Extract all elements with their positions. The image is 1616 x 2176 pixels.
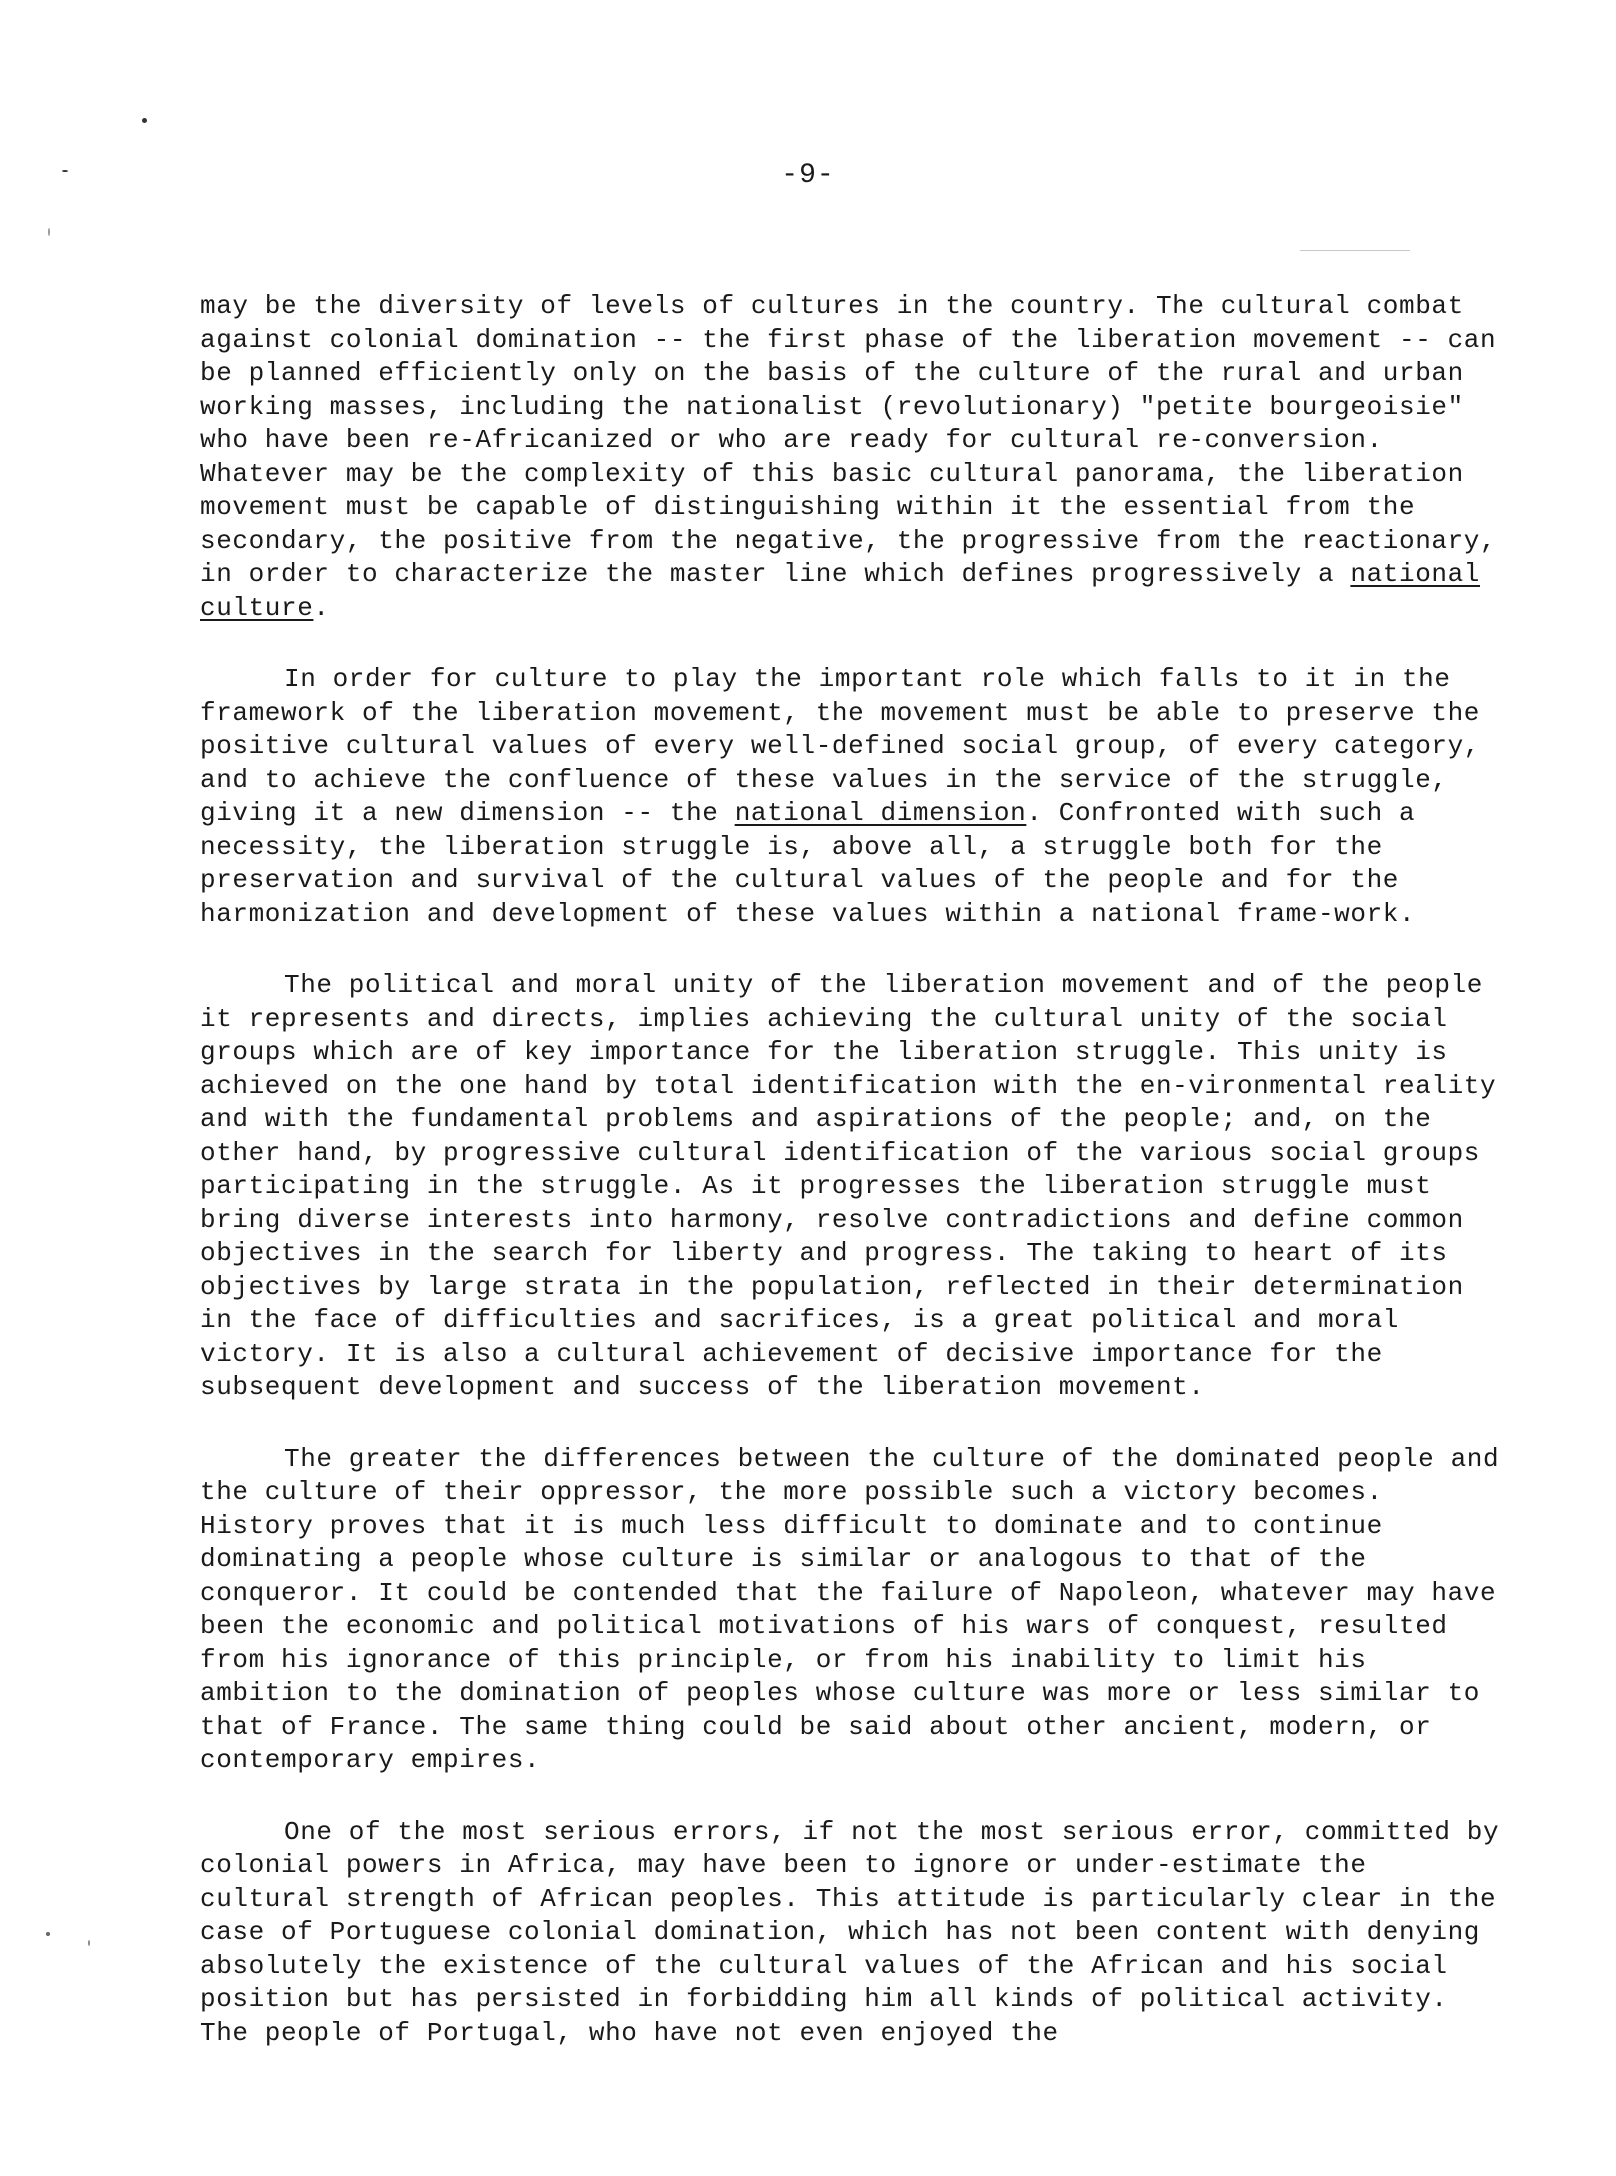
paragraph-text: . — [313, 592, 330, 623]
paragraph-text: . Confronted with such a necessity, the liberation struggle is, above all, a struggle both for the preservation and survival of the cultural values of the people and for the harmonization and development of these values within a national frame-work. — [200, 798, 1416, 929]
paragraph-4 — [200, 1443, 1500, 1778]
scan-speck — [142, 118, 147, 123]
paragraph-text: The political and moral unity of the liberation movement and of the people it represents and directs, implies achieving the cultural unity of the social groups which are of key importance for the liberation struggle. This unity is achieved on the one hand by total identification with the en-vironmental reality and with the fundamental problems and aspirations of the people; and, on the other hand, by progressive cultural identification of the various social groups participating in the struggle. As it progresses the liberation struggle must bring diverse interests into harmony, resolve contradictions and define common objectives in the search for liberty and progress. The taking to heart of its objectives by large strata in the population, reflected in their determination in the face of difficulties and sacrifices, is a great political and moral victory. It is also a cultural achievement of decisive importance for the subsequent development and success of the liberation movement. — [200, 970, 1497, 1402]
scan-artifact — [1300, 250, 1410, 251]
body-text — [200, 290, 1500, 2088]
paragraph-5 — [200, 1816, 1500, 2051]
paragraph-2 — [200, 663, 1500, 931]
scan-speck — [88, 1940, 90, 1946]
scan-speck — [46, 1932, 50, 1936]
page-number: -9- — [781, 160, 835, 191]
scan-speck — [48, 228, 50, 236]
paragraph-text: The greater the differences between the culture of the dominated people and the culture of their oppressor, the more possible such a victory becomes. History proves that it is much less difficult to dominate and to continue dominating a people whose culture is similar or analogous to that of the conqueror. It could be contended that the failure of Napoleon, whatever may have been the economic and political motivations of his wars of conquest, resulted from his ignorance of this principle, or from his inability to limit his ambition to the domination of peoples whose culture was more or less similar to that of France. The same thing could be said about other ancient, modern, or contemporary empires. — [200, 1443, 1500, 1775]
paragraph-text: In order for culture to play the important role which falls to it in the framework of the liberation movement, the movement must be able to preserve the positive cultural values of every well-defined social group, of every category, and to achieve the confluence of these values in the service of the struggle, giving it a new dimension -- the — [200, 664, 1480, 828]
paragraph-text: may be the diversity of levels of cultures in the country. The cultural combat against colonial domination -- the first phase of the liberation movement -- can be planned efficiently only on the basis of the culture of the rural and urban working masses, including the nationalist (revolutionary) "petite bourgeoisie" who have been re-Africanized or who are ready for cultural re-conversion. Whatever may be the complexity of this basic cultural panorama, the liberation movement must be capable of distinguishing within it the essential from the secondary, the positive from the negative, the progressive from the reactionary, in order to characterize the master line which defines progressively a — [200, 291, 1497, 589]
underlined-term-national-culture: national culture — [200, 559, 1481, 623]
paragraph-3 — [200, 969, 1500, 1405]
paragraph-1 — [200, 290, 1500, 625]
underlined-term-national-dimension: national dimension — [734, 798, 1027, 828]
paragraph-text: One of the most serious errors, if not the most serious error, committed by colonial powers in Africa, may have been to ignore or under-estimate the cultural strength of African peoples. This attitude is particularly clear in the case of Portuguese colonial domination, which has not been content with denying absolutely the existence of the cultural values of the African and his social position but has persisted in forbidding him all kinds of political activity. The people of Portugal, who have not even enjoyed the — [200, 1816, 1500, 2048]
